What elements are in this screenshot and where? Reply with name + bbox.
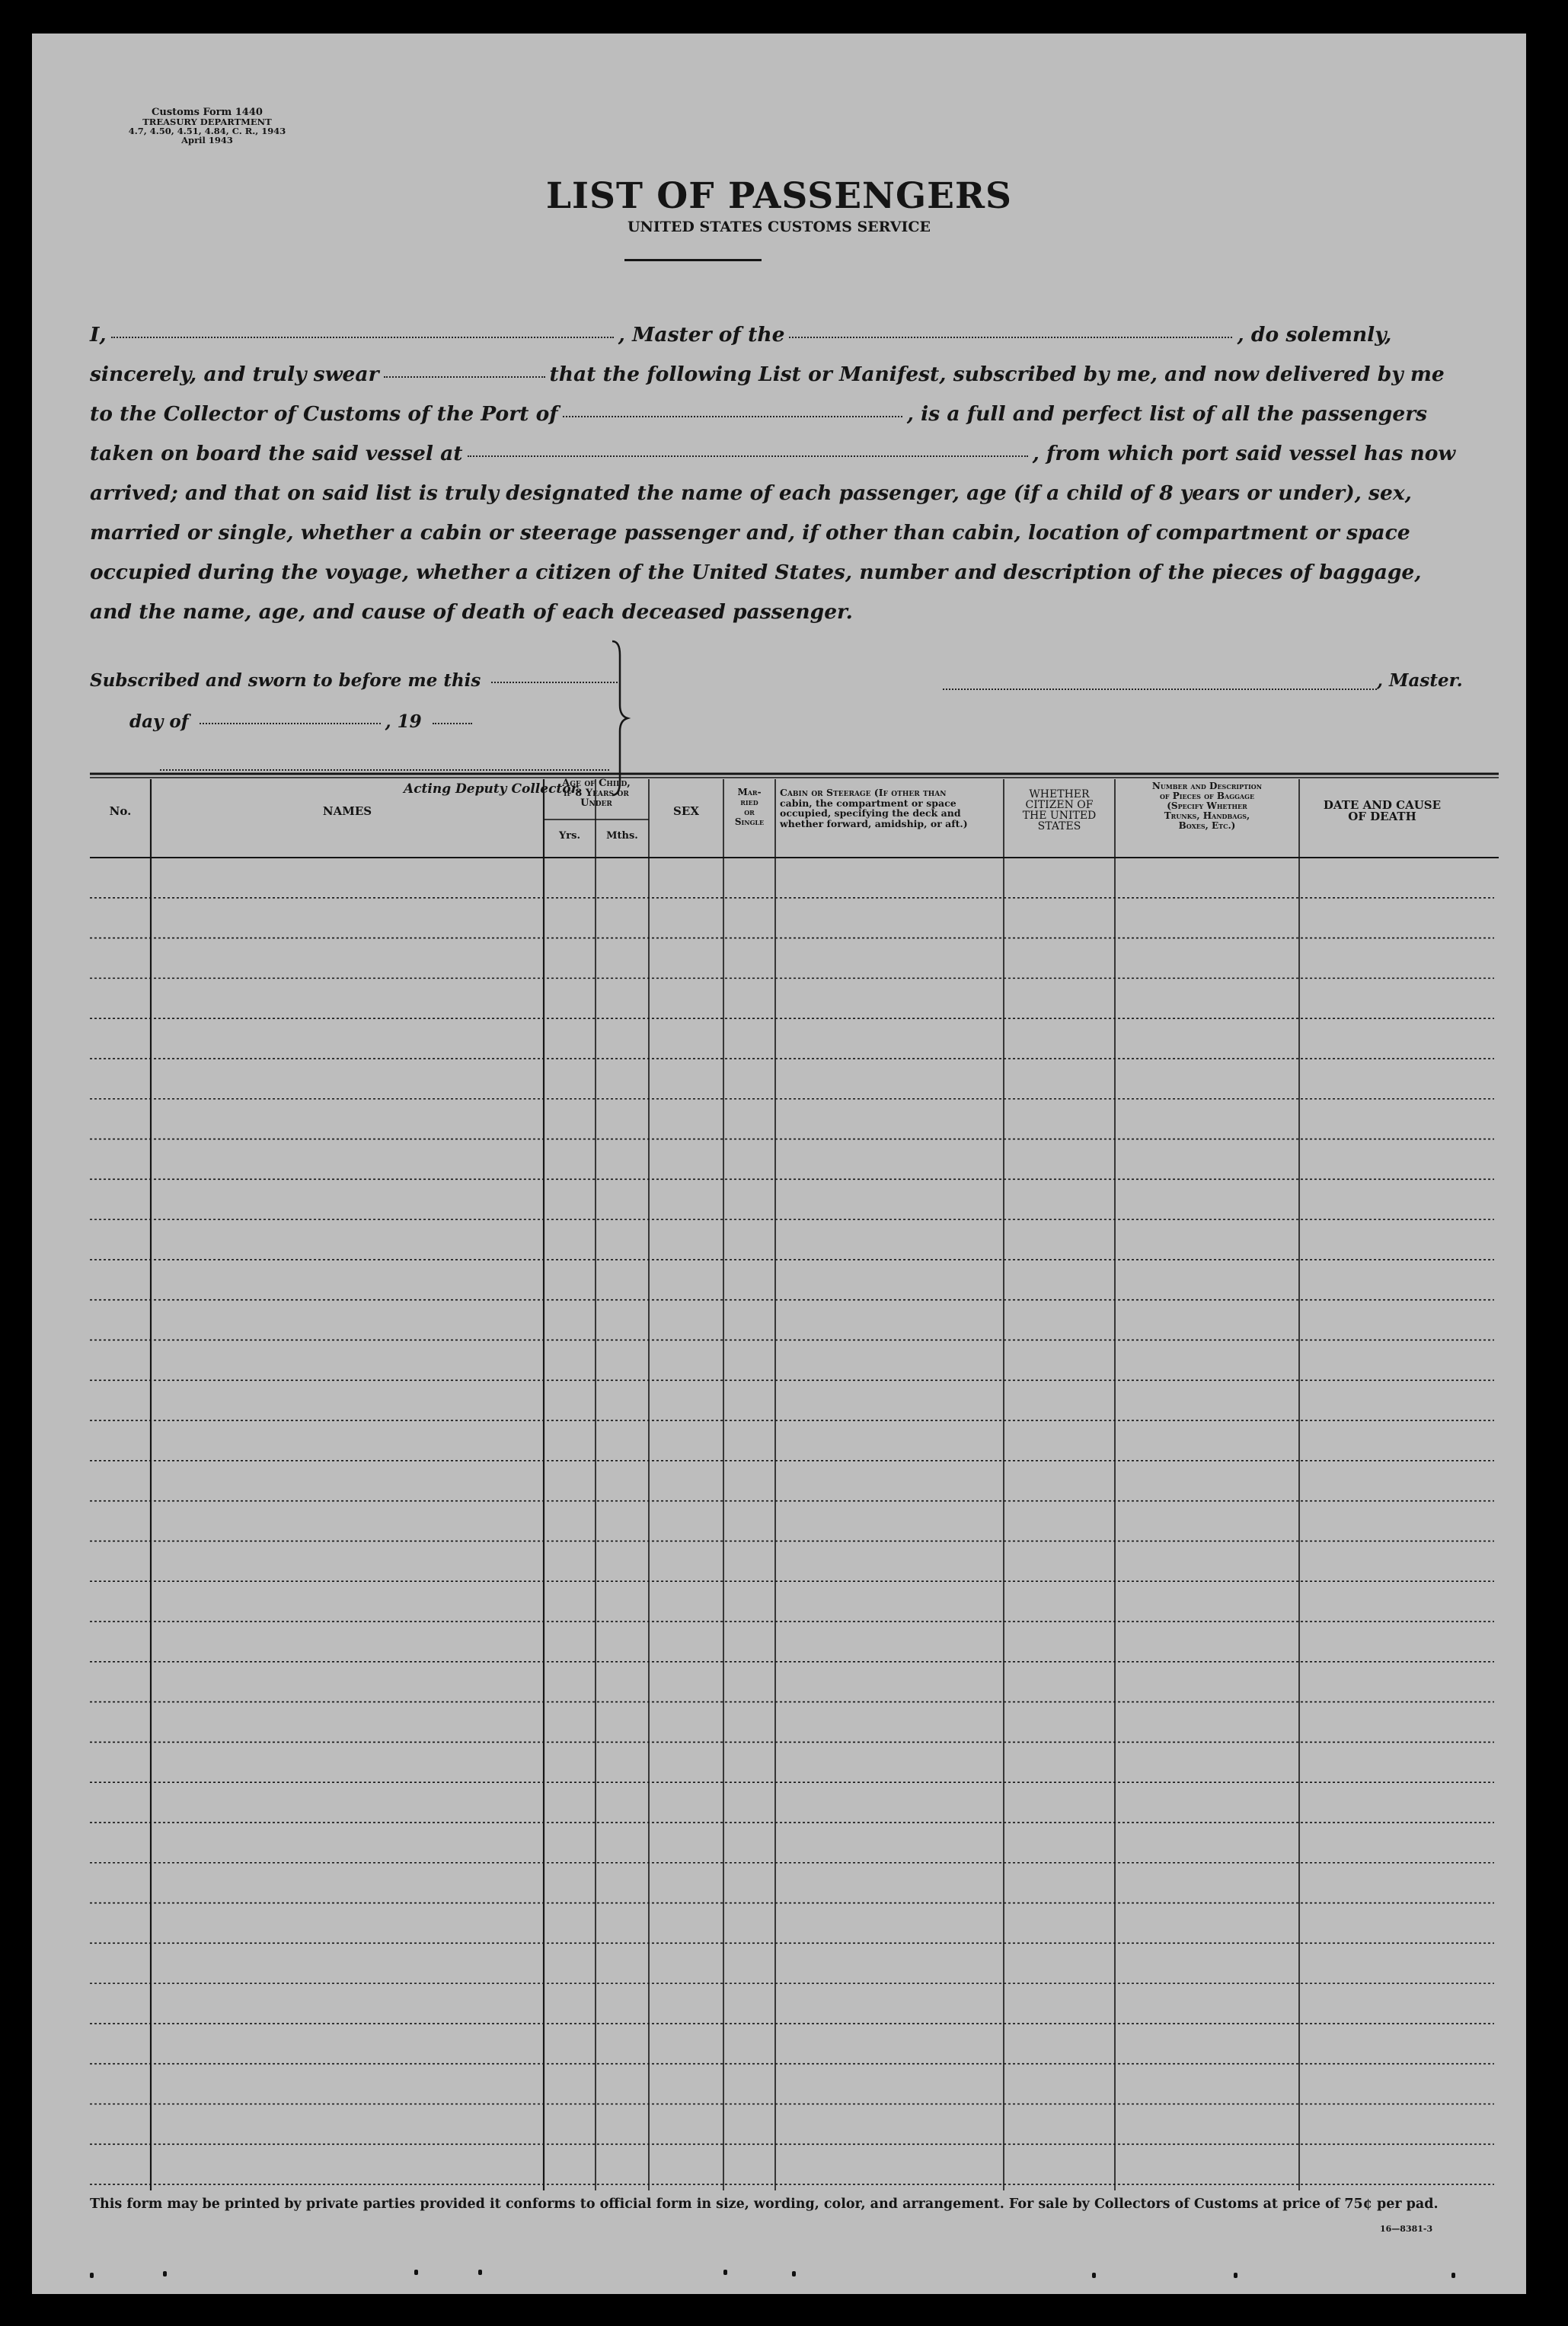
swear-date-field[interactable] bbox=[384, 375, 545, 378]
oath-text: taken on board the said vessel at bbox=[90, 442, 463, 465]
passenger-table-grid bbox=[90, 772, 1499, 2195]
scan-speck bbox=[163, 2271, 167, 2276]
header-text: Boxes, Etc.) bbox=[1178, 820, 1236, 831]
header-text: Age of Child, bbox=[562, 778, 631, 789]
oath-line-3 bbox=[90, 402, 1499, 426]
oath-text: , do solemnly, bbox=[1237, 323, 1392, 347]
header-text: whether forward, amidship, or aft.) bbox=[780, 817, 968, 829]
boarding-port-field[interactable] bbox=[468, 455, 1028, 457]
vessel-name-field[interactable] bbox=[789, 336, 1232, 338]
header-age-of-child bbox=[544, 778, 649, 808]
header-no: No. bbox=[109, 804, 132, 818]
page-subtitle: UNITED STATES CUSTOMS SERVICE bbox=[627, 219, 931, 235]
passenger-table bbox=[90, 772, 1499, 2195]
header-text: Number and Description bbox=[1151, 781, 1263, 791]
header-text: OF DEATH bbox=[1348, 810, 1416, 823]
scan-speck bbox=[478, 2270, 482, 2275]
header-text: if 8 Years or bbox=[564, 788, 629, 799]
oath-line-6: married or single, whether a cabin or steerage passenger and, if other than cabin, location of compartment or space bbox=[90, 521, 1410, 545]
form-date: April 1943 bbox=[181, 135, 233, 145]
scan-speck bbox=[792, 2271, 796, 2276]
header-text: Under bbox=[580, 797, 612, 809]
footer-note: This form may be printed by private parties provided it conforms to official form in size, wording, color, and arrangement. For sale by Collectors of Customs at price of 75¢ per pad. bbox=[90, 2197, 1439, 2212]
master-name-field[interactable] bbox=[111, 336, 614, 338]
header-names: NAMES bbox=[322, 804, 372, 818]
oath-text: , Master of the bbox=[618, 323, 785, 347]
header-text: STATES bbox=[1037, 820, 1081, 832]
form-number-label: Customs Form 1440 bbox=[152, 107, 263, 118]
page-title: LIST OF PASSENGERS bbox=[546, 175, 1012, 217]
year-label: , 19 bbox=[385, 711, 422, 732]
header-text: Mar- bbox=[737, 787, 762, 797]
header-citizen bbox=[1004, 789, 1115, 832]
scan-speck bbox=[1234, 2273, 1237, 2278]
header-text: WHETHER bbox=[1029, 788, 1090, 800]
header-death bbox=[1299, 800, 1465, 823]
header-text: of Pieces of Baggage bbox=[1159, 791, 1255, 801]
header-married-single bbox=[723, 788, 775, 827]
subscribed-line bbox=[90, 670, 622, 691]
master-label: , Master. bbox=[1377, 670, 1463, 691]
scan-speck bbox=[90, 2273, 94, 2278]
header-text: Trunks, Handbags, bbox=[1164, 810, 1250, 821]
subscribed-label: Subscribed and sworn to before me this bbox=[90, 670, 481, 691]
oath-text: , is a full and perfect list of all the passengers bbox=[906, 402, 1428, 426]
collector-signature-field[interactable] bbox=[160, 769, 609, 771]
oath-line-5: arrived; and that on said list is truly designated the name of each passenger, age (if a child of 8 years or under), sex, bbox=[90, 481, 1412, 505]
master-signature-field[interactable] bbox=[943, 689, 1377, 690]
month-field[interactable] bbox=[200, 722, 381, 724]
header-sex: SEX bbox=[673, 804, 699, 818]
subscribed-day-field[interactable] bbox=[491, 681, 618, 683]
scan-speck bbox=[414, 2270, 418, 2275]
day-of-line bbox=[129, 711, 477, 732]
header-text: CITIZEN OF bbox=[1025, 799, 1094, 811]
header-text: THE UNITED bbox=[1022, 810, 1097, 822]
regulation-reference: 4.7, 4.50, 4.51, 4.84, C. R., 1943 bbox=[128, 126, 286, 136]
form-identifier bbox=[78, 108, 337, 145]
header-text: occupied, specifying the deck and bbox=[780, 807, 961, 819]
form-sheet bbox=[32, 34, 1526, 2294]
oath-text: , from which port said vessel has now bbox=[1032, 442, 1456, 465]
department-label: TREASURY DEPARTMENT bbox=[142, 117, 272, 127]
scan-speck bbox=[1092, 2273, 1096, 2278]
header-text: or bbox=[744, 807, 755, 817]
header-text: Single bbox=[734, 816, 765, 827]
collector-label: Acting Deputy Collector. bbox=[404, 781, 581, 797]
oath-text: I, bbox=[90, 323, 107, 347]
oath-text: to the Collector of Customs of the Port of bbox=[90, 402, 558, 426]
oath-line-2 bbox=[90, 363, 1499, 386]
oath-line-7: occupied during the voyage, whether a citizen of the United States, number and description of the pieces of baggage, bbox=[90, 561, 1422, 584]
scan-speck bbox=[1451, 2273, 1455, 2278]
day-of-label: day of bbox=[129, 711, 189, 732]
header-baggage bbox=[1115, 781, 1299, 831]
header-text: ried bbox=[740, 797, 758, 807]
header-text: cabin, the compartment or space bbox=[780, 797, 956, 809]
header-text: DATE AND CAUSE bbox=[1323, 798, 1442, 812]
oath-line-4 bbox=[90, 442, 1499, 465]
oath-line-8: and the name, age, and cause of death of each deceased passenger. bbox=[90, 600, 853, 624]
oath-line-1 bbox=[90, 323, 1499, 347]
header-text: Cabin or Steerage (If other than bbox=[780, 787, 947, 798]
header-years: Yrs. bbox=[559, 830, 580, 842]
title-divider bbox=[624, 259, 762, 261]
port-field[interactable] bbox=[563, 415, 902, 417]
oath-text: sincerely, and truly swear bbox=[90, 363, 379, 386]
print-number: 16—8381-3 bbox=[1380, 2224, 1433, 2234]
header-cabin-steerage bbox=[780, 788, 1004, 829]
scan-speck bbox=[723, 2270, 727, 2275]
header-months: Mths. bbox=[606, 830, 638, 842]
year-field[interactable] bbox=[433, 722, 472, 724]
oath-text: that the following List or Manifest, subscribed by me, and now delivered by me bbox=[549, 363, 1445, 386]
header-text: (Specify Whether bbox=[1167, 800, 1247, 811]
